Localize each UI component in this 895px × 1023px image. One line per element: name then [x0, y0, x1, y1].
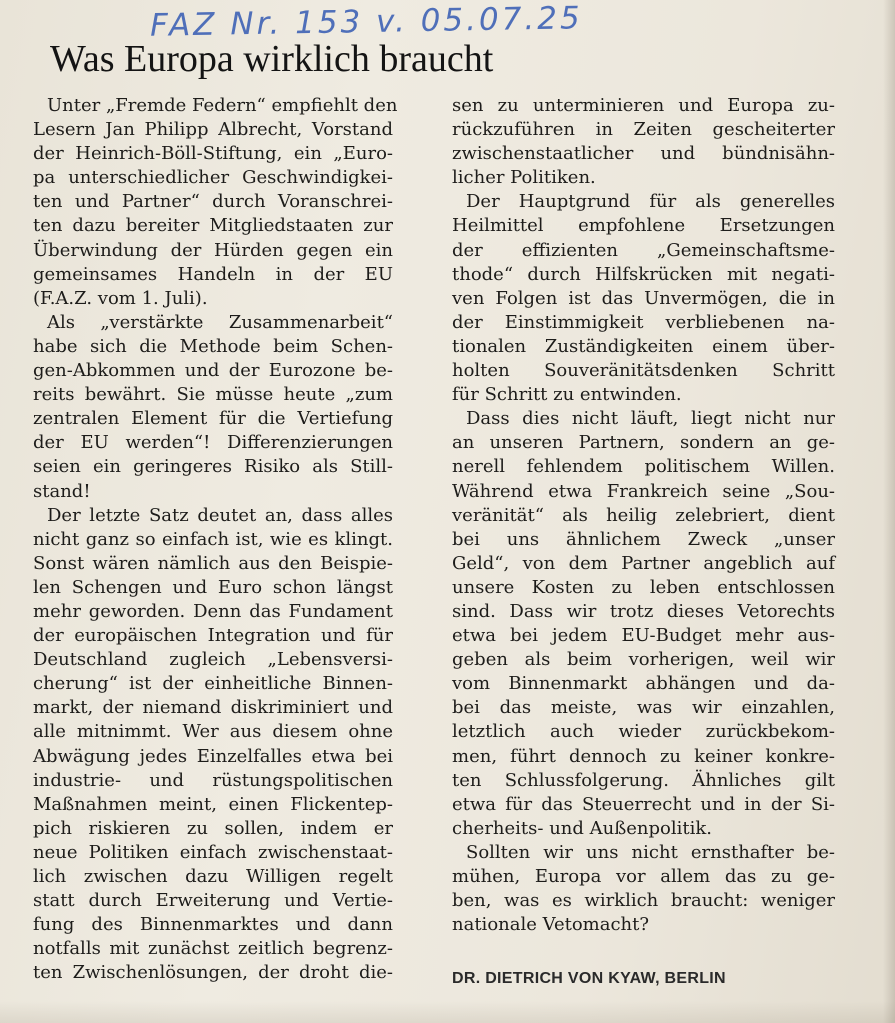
text-line: gemeinsames Handeln in der EU	[33, 263, 393, 285]
text-line: alle mitnimmt. Wer aus diesem ohne	[33, 721, 393, 743]
text-line: der Einstimmigkeit verbliebenen na-	[452, 311, 835, 333]
text-line: bei uns ähnlichem Zweck „unser	[452, 528, 835, 550]
text-line: zentralen Element für die Vertiefung	[33, 408, 393, 430]
text-line: habe sich die Methode beim Schen-	[33, 335, 393, 357]
text-line: Abwägung jedes Einzelfalles etwa bei	[33, 745, 393, 767]
text-line: mühen, Europa vor allem das zu ge-	[452, 866, 835, 887]
text-line: sen zu unterminieren und Europa zu-	[452, 95, 835, 116]
article-column-right	[452, 94, 835, 937]
text-line: Unter „Fremde Federn“ empfiehlt den	[47, 95, 398, 116]
text-line: Der Hauptgrund für als generelles	[466, 191, 835, 213]
author-byline: DR. DIETRICH VON KYAW, BERLIN	[452, 970, 726, 987]
text-line: rückzuführen in Zeiten gescheiterter	[452, 119, 835, 141]
text-line: für Schritt zu entwinden.	[452, 384, 682, 406]
text-line: sind. Dass wir trotz dieses Vetorechts	[452, 600, 835, 622]
text-line: letztlich auch wieder zurückbekom-	[452, 721, 835, 743]
text-line: der EU werden“! Differenzierungen	[33, 432, 393, 454]
text-line: vom Binnenmarkt abhängen und da-	[452, 673, 835, 695]
paper-edge-shadow	[883, 0, 895, 1023]
text-line: Deutschland zugleich „Lebensversi-	[33, 649, 393, 671]
handwritten-annotation: FAZ Nr. 153 v. 05.07.25	[149, 0, 583, 44]
article-column-left	[33, 94, 398, 985]
text-line: Lesern Jan Philipp Albrecht, Vorstand	[33, 119, 393, 141]
text-line: der effizienten „Gemeinschaftsme-	[452, 239, 835, 261]
text-line: Dass dies nicht läuft, liegt nicht nur	[466, 408, 835, 430]
text-line: etwa für das Steuerrecht und in der Si-	[452, 793, 835, 815]
text-line: unsere Kosten zu leben entschlossen	[452, 576, 835, 598]
text-line: nicht ganz so einfach ist, wie es klingt.	[33, 528, 393, 550]
text-line: Heilmittel empfohlene Ersetzungen	[452, 215, 835, 237]
text-line: Als „verstärkte Zusammenarbeit“	[47, 311, 393, 333]
article-headline: Was Europa wirklich braucht	[50, 38, 494, 80]
text-line: etwa bei jedem EU-Budget mehr aus-	[452, 625, 835, 647]
text-line: fung des Binnenmarktes und dann	[33, 914, 393, 936]
text-line: pich riskieren zu sollen, indem er	[33, 817, 393, 839]
text-line: nationale Vetomacht?	[452, 914, 650, 936]
text-line: veränität“ als heilig zelebriert, dient	[452, 504, 835, 526]
text-line: ten Zwischenlösungen, der droht die-	[33, 962, 393, 984]
text-line: stand!	[33, 480, 91, 502]
text-line: notfalls mit zunächst zeitlich begrenz-	[33, 938, 393, 960]
text-line: ten dazu bereiter Mitgliedstaaten zur	[33, 215, 393, 237]
text-line: geben als beim vorherigen, weil wir	[452, 649, 835, 671]
text-line: Der letzte Satz deutet an, dass alles	[47, 504, 393, 526]
text-line: holten Souveränitätsdenken Schritt	[452, 360, 835, 382]
text-line: zwischenstaatlicher und bündnisähn-	[452, 143, 835, 165]
text-line: ven Folgen ist das Unvermögen, die in	[452, 287, 835, 309]
text-line: cherheits- und Außenpolitik.	[452, 817, 712, 839]
text-line: seien ein geringeres Risiko als Still-	[33, 456, 393, 478]
text-line: neue Politiken einfach zwischenstaat-	[33, 841, 393, 863]
text-line: thode“ durch Hilfskrücken mit negati-	[452, 263, 835, 285]
text-line: bei das meiste, was wir einzahlen,	[452, 697, 835, 719]
text-line: cherung“ ist der einheitliche Binnen-	[33, 673, 393, 695]
text-line: ten Schlussfolgerung. Ähnliches gilt	[452, 769, 835, 791]
text-line: Sollten wir uns nicht ernsthafter be-	[466, 841, 835, 863]
text-line: statt durch Erweiterung und Vertie-	[33, 890, 393, 912]
text-line: ten und Partner“ durch Voranschrei-	[33, 191, 393, 213]
text-line: pa unterschiedlicher Geschwindigkei-	[33, 167, 393, 189]
text-line: gen-Abkommen und der Eurozone be-	[33, 360, 393, 382]
text-line: an unseren Partnern, sondern an ge-	[452, 432, 835, 454]
text-line: markt, der niemand diskriminiert und	[33, 697, 393, 719]
text-line: tionalen Zuständigkeiten einem über-	[452, 335, 835, 357]
text-line: Geld“, von dem Partner angeblich auf	[452, 552, 835, 574]
text-line: mehr geworden. Denn das Fundament	[33, 600, 393, 622]
text-line: reits bewährt. Sie müsse heute „zum	[33, 384, 393, 406]
text-line: industrie- und rüstungspolitischen	[33, 769, 393, 791]
text-line: Überwindung der Hürden gegen ein	[33, 239, 393, 261]
text-line: licher Politiken.	[452, 167, 596, 189]
text-line: (F.A.Z. vom 1. Juli).	[33, 287, 208, 309]
text-line: nerell fehlendem politischem Willen.	[452, 456, 835, 478]
paper-bottom-shadow	[0, 1001, 895, 1023]
text-line: ben, was es wirklich braucht: weniger	[452, 890, 835, 912]
text-line: der europäischen Integration und für	[33, 625, 393, 647]
text-line: Sonst wären nämlich aus den Beispie-	[33, 552, 393, 574]
text-line: Während etwa Frankreich seine „Sou-	[452, 480, 835, 502]
text-line: lich zwischen dazu Willigen regelt	[33, 866, 393, 887]
text-line: Maßnahmen meint, einen Flickentep-	[33, 793, 393, 815]
text-line: der Heinrich-Böll-Stiftung, ein „Euro-	[33, 143, 393, 165]
text-line: men, führt dennoch zu keiner konkre-	[452, 745, 835, 767]
text-line: len Schengen und Euro schon längst	[33, 576, 393, 598]
